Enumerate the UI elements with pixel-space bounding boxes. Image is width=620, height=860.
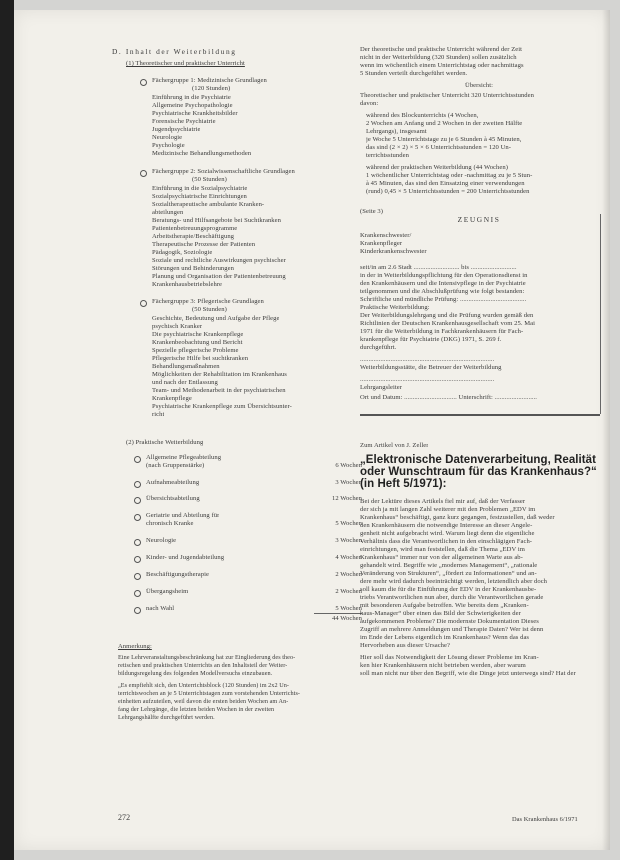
note-line: fang der Lehrgänge, die letzten beiden Wochen in der zweiten	[118, 706, 275, 713]
list-item: Krankenhausbetriebslehre	[152, 281, 223, 288]
certificate-border	[600, 214, 601, 414]
bullet-icon	[134, 590, 141, 597]
cert-line: Krankenpfleger	[360, 240, 403, 247]
section-heading: D. Inhalt der Weiterbildung	[112, 48, 237, 56]
list-item: Soziale und rechtliche Auswirkungen psychischer	[152, 257, 286, 264]
article-line: genheit nicht aufgebracht wird. Warum liegt denn die eigentliche	[360, 530, 535, 537]
list-item: richt	[152, 411, 165, 418]
overview-line: während des Blockunterrichts (4 Wochen,	[366, 112, 479, 119]
list-item: Neurologie	[152, 134, 183, 141]
practical-heading: (2) Praktische Weiterbildung	[126, 439, 204, 446]
list-item: Die psychiatrische Krankenpflege	[152, 331, 244, 338]
bullet-icon	[134, 556, 141, 563]
total-weeks: 44 Wochen	[331, 615, 362, 622]
overview-line: während der praktischen Weiterbildung (44 Wochen)	[366, 164, 508, 171]
group-hours: (120 Stunden)	[192, 85, 231, 92]
list-item: Spezielle pflegerische Probleme	[152, 347, 239, 354]
cert-line: Ort und Datum: ............................... Unterschrift: .........................	[360, 394, 538, 401]
overview-line: (rund) 0,45 × 5 Unterrichtsstunden = 200 Unterrichtsstunden	[366, 188, 530, 195]
intro-line: nicht in der Weiterbildung (320 Stunden) sollen zusätzlich	[360, 54, 517, 61]
cert-line: Krankenschwester/	[360, 232, 412, 239]
article-line: triebs Verantwortlichen nun aber, durch die Verantwortlichen gerade	[360, 594, 544, 601]
journal-footer: Das Krankenhaus 6/1971	[512, 816, 578, 823]
article-line: Bei der Lektüre dieses Artikels fiel mir auf, daß der Verfasser	[360, 498, 526, 505]
article-line: einrichtungen, wird man feststellen, daß die Thema „EDV im	[360, 546, 525, 553]
article-line: aufgekommenen Probleme? Die modernste Dokumentation Dieses	[360, 618, 539, 625]
list-item: Krankenbeobachtung und Bericht	[152, 339, 243, 346]
list-item: Patientenbetreuungsprogramme	[152, 225, 238, 232]
list-item: Allgemeine Psychopathologie	[152, 102, 233, 109]
note-line: Lehrgangshälfte durchgeführt werden.	[118, 714, 215, 721]
list-item: Störungen und Behinderungen	[152, 265, 234, 272]
list-item: Pädagogik, Soziologie	[152, 249, 213, 256]
overview-line: Lehrgangs), insgesamt	[366, 128, 427, 135]
bullet-icon	[134, 514, 141, 521]
practical-label: Allgemeine Pflegeabteilung	[146, 454, 222, 461]
cert-line: Praktische Weiterbildung:	[360, 304, 430, 311]
list-item: Psychiatrische Krankenpflege zum Übersichtsunter-	[152, 403, 292, 410]
group-title: Fächergruppe 2: Sozialwissenschaftliche Grundlagen	[152, 168, 295, 175]
cert-line: ...............................................................................	[360, 376, 495, 383]
bullet-icon	[134, 497, 141, 504]
list-item: Sozialtherapeutische ambulante Kranken-	[152, 201, 265, 208]
article-title: oder Wunschtraum für das Krankenhaus?“	[360, 466, 597, 478]
note-line: terrichtswochen an je 5 Unterrichtstagen zum vorstehenden Unterrichts-	[118, 690, 301, 697]
article-line: Hervorheben aus dieser Ursache?	[360, 642, 450, 649]
note-line: einheiten aufzuteilen, weil davon die ersten beiden Wochen am An-	[118, 698, 289, 705]
list-item: Team- und Methodenarbeit in der psychiatrischen	[152, 387, 286, 394]
article-line: gehandelt wird. Begriffe wie „modernes Management“, „rationale	[360, 562, 538, 569]
list-item: Möglichkeiten der Rehabilitation im Krankenhaus	[152, 371, 287, 378]
cert-line: Der Weiterbildungslehrgang und die Prüfung wurden gemäß den	[360, 312, 534, 319]
cert-line: Weiterbildungsstätte, die Betreuer der Weiterbildung	[360, 364, 502, 371]
note-line: bildungsregelung des folgenden Modellversuchs einzubauen.	[118, 670, 273, 677]
overview-line: 2 Wochen am Anfang und 2 Wochen in der zweiten Hälfte	[366, 120, 523, 127]
practical-label: Übersichtsabteilung	[146, 495, 200, 502]
bullet-icon	[140, 300, 147, 307]
note-line: Eine Lehrveranstaltungsbeschränkung hat zur Eingliederung des theo-	[118, 654, 296, 661]
list-item: Arbeitstherapie/Beschäftigung	[152, 233, 235, 240]
notes-heading: Anmerkung:	[118, 643, 152, 650]
overview-title: Übersicht:	[465, 82, 493, 89]
bullet-icon	[134, 481, 141, 488]
overview-line: davon:	[360, 100, 379, 107]
bullet-icon	[134, 539, 141, 546]
practical-sub: chronisch Kranke	[146, 520, 194, 527]
list-item: Behandlungsmaßnahmen	[152, 363, 220, 370]
list-item: Jugendpsychiatrie	[152, 126, 201, 133]
article-line: den Krankenhäusern die notwendige Interesse an dieser Angele-	[360, 522, 533, 529]
group-title: Fächergruppe 1: Medizinische Grundlagen	[152, 77, 267, 84]
overview-line: 1 wöchentlicher Unterrichtstag oder -nachmittag zu je 5 Stun-	[366, 172, 533, 179]
list-item: Beratungs- und Hilfsangebote bei Suchtkranken	[152, 217, 281, 224]
practical-weeks: 3 Wochen	[335, 479, 362, 486]
bullet-icon	[134, 573, 141, 580]
article-title: (in Heft 5/1971):	[360, 478, 447, 490]
list-item: und nach der Entlassung	[152, 379, 218, 386]
bullet-icon	[134, 607, 141, 614]
page-number: 272	[118, 814, 131, 822]
article-line: soll man nicht nur über den Begriff, wie die Dinge jetzt unterwegs sind? Hat der	[360, 670, 576, 677]
overview-line: à 45 Minuten, das sind den Einsatzing einer verwendungen	[366, 180, 525, 187]
list-item: psychisch Kranker	[152, 323, 203, 330]
article-title: „Elektronische Datenverarbeitung, Realität	[360, 454, 597, 466]
list-item: Einführung in die Sozialpsychiatrie	[152, 185, 248, 192]
bullet-icon	[134, 456, 141, 463]
overview-line: Theoretischer und praktischer Unterricht 320 Unterrichtsstunden	[360, 92, 534, 99]
list-item: Medizinische Behandlungsmethoden	[152, 150, 252, 157]
cert-line: krankenpflege für Psychiatrie (DKG) 1971, S. 269 f.	[360, 336, 502, 343]
article-line: ken hier Krankenhäusern nicht betrieben werden, aber warum	[360, 662, 526, 669]
article-line: Verhältnis dass die Verantwortlichen in den einschlägigen Fach-	[360, 538, 533, 545]
cert-line: den Krankenhäusern und die Intensivpflege in der Psychiatrie	[360, 280, 526, 287]
practical-label: Aufnahmeabteilung	[146, 479, 200, 486]
section-subheading: (1) Theoretischer und praktischer Unterricht	[126, 60, 245, 67]
cert-line: seit/in am 2.6 Stadt ........................... bis ...........................	[360, 264, 517, 271]
practical-label: Übergangsheim	[146, 588, 189, 595]
practical-label: Geriatrie und Abteilung für	[146, 512, 220, 519]
binding-edge	[0, 0, 14, 860]
list-item: Pflegerische Hilfe bei suchtkranken	[152, 355, 249, 362]
bullet-icon	[140, 79, 147, 86]
list-item: Sozialpsychiatrische Einrichtungen	[152, 193, 247, 200]
list-item: Forensische Psychiatrie	[152, 118, 216, 125]
cert-line: ...............................................................................	[360, 356, 495, 363]
list-item: abteilungen	[152, 209, 184, 216]
footnote-label: (Seite 3)	[360, 208, 383, 215]
practical-weeks: 2 Wochen	[335, 588, 362, 595]
practical-weeks: 4 Wochen	[335, 554, 362, 561]
article-line: Hier soll das Notwendigkeit der Lösung dieser Probleme im Kran-	[360, 654, 539, 661]
cert-line: Kinderkrankenschwester	[360, 248, 427, 255]
group-hours: (50 Stunden)	[192, 306, 227, 313]
cert-line: in der in Weiterbildungspflichtung für den Operationsdienst in	[360, 272, 528, 279]
cert-line: Schriftliche und mündliche Prüfung: .......................................	[360, 296, 527, 303]
overview-line: terrichtsstunden	[366, 152, 409, 159]
section-divider	[360, 414, 600, 416]
list-item: Psychologie	[152, 142, 185, 149]
total-rule	[314, 613, 362, 614]
list-item: Psychiatrische Krankheitsbilder	[152, 110, 238, 117]
note-line: „Es empfiehlt sich, den Unterrichtsblock (120 Stunden) im 2x2 Un-	[118, 682, 289, 689]
intro-line: Der theoretische und praktische Unterricht während der Zeit	[360, 46, 523, 53]
bullet-icon	[140, 170, 147, 177]
practical-weeks: 3 Wochen	[335, 537, 362, 544]
article-line: Zugriff an mehrere Anmeldungen und Therapie Daten? Wer ist denn	[360, 626, 544, 633]
intro-line: wenn im wöchentlich einem Unterrichtstag oder nachmittags	[360, 62, 524, 69]
list-item: Therapeutische Prozesse der Patienten	[152, 241, 256, 248]
article-line: Krankenhaus“ beschäftigt, ganz kurz gegangen, festzustellen, daß weder	[360, 514, 555, 521]
article-line: Veränderung von Strukturen“, „fördert zu Informationen“ und an-	[360, 570, 537, 577]
overview-line: je Woche 5 Unterrichtstage zu je 6 Stunden à 45 Minuten,	[366, 136, 522, 143]
practical-label: Beschäftigungstherapie	[146, 571, 209, 578]
practical-weeks: 2 Wochen	[335, 571, 362, 578]
article-kicker: Zum Artikel von J. Zeller	[360, 442, 429, 449]
article-line: soll kaum die für die Einführung der EDV in der Krankenhausbe-	[360, 586, 537, 593]
article-line: der sich ja mit langen Zahl weiterer mit den Problemen „EDV im	[360, 506, 536, 513]
note-line: retischen und praktischen Unterrichts an den Inhaltsteil der Weiter-	[118, 662, 288, 669]
group-hours: (50 Stunden)	[192, 176, 227, 183]
practical-weeks: 12 Wochen	[331, 495, 362, 502]
practical-weeks: 6 Wochen	[335, 462, 362, 469]
list-item: Einführung in die Psychiatrie	[152, 94, 231, 101]
practical-weeks: 5 Wochen	[335, 520, 362, 527]
article-line: haus-Manager“ über einen das Bild der Schwierigkeiten der	[360, 610, 521, 617]
practical-label: Neurologie	[146, 537, 177, 544]
list-item: Geschichte, Bedeutung und Aufgabe der Pflege	[152, 315, 280, 322]
practical-weeks: 5 Wochen	[335, 605, 362, 612]
document-page	[14, 10, 610, 850]
practical-label: Kinder- und Jugendabteilung	[146, 554, 225, 561]
list-item: Krankenpflege	[152, 395, 192, 402]
cert-line: teilgenommen und die Abschlußprüfung wie folgt bestanden:	[360, 288, 525, 295]
practical-sub: (nach Gruppenstärke)	[146, 462, 205, 469]
article-line: dere mehr wird dadurch beeinträchtigt werden, letztendlich aber doch	[360, 578, 548, 585]
overview-line: das sind (2 × 2) × 5 × 6 Unterrichtsstunden = 120 Un-	[366, 144, 511, 151]
cert-line: Lehrgangsleiter	[360, 384, 403, 391]
list-item: Planung und Organisation der Patientenbetreuung	[152, 273, 286, 280]
article-line: im Ende der Lebens eigentlich im Krankenhaus? Wenn das das	[360, 634, 530, 641]
practical-label: nach Wahl	[146, 605, 175, 612]
article-line: Krankenhaus“ immer nur von der allgemeinen Warte aus ab-	[360, 554, 523, 561]
certificate-title: ZEUGNIS	[457, 216, 501, 224]
cert-line: Richtlinien der Deutschen Krankenhausgesellschaft vom 25. Mai	[360, 320, 535, 327]
group-title: Fächergruppe 3: Pflegerische Grundlagen	[152, 298, 264, 305]
cert-line: durchgeführt.	[360, 344, 397, 351]
intro-line: 5 Stunden verteilt durchgeführt werden.	[360, 70, 468, 77]
article-line: mit besonderen Aufgabe betroffen. Wie bereits dem „Kranken-	[360, 602, 529, 609]
cert-line: 1971 für die Weiterbildung in Fachkrankenhäusern für Fach-	[360, 328, 524, 335]
